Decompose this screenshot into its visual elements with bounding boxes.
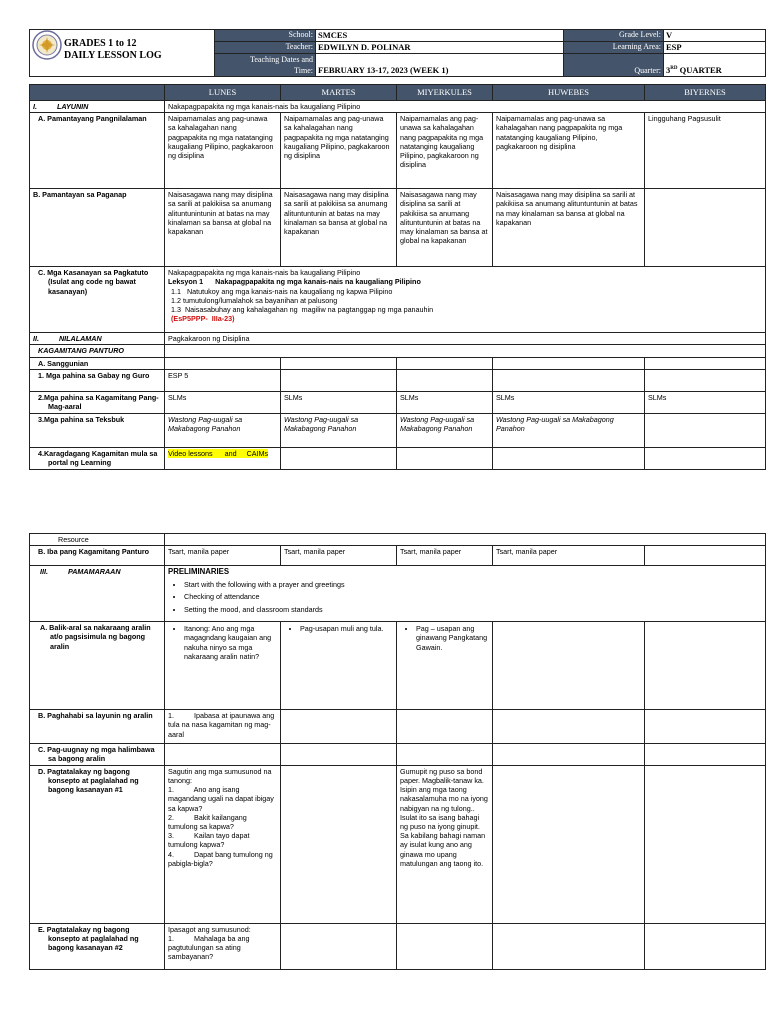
nilalaman-label: II. NILALAMAN (30, 333, 165, 345)
lesson-table-2 (29, 533, 766, 970)
pag-uugnay-label: C. Pag-uugnay ng mga halimbawa sa bagong aralin (30, 744, 165, 765)
kasanayan-line-4: 1.2 tumutulong/lumalahok sa bayanihan at palusong (171, 295, 338, 305)
balik-aral-row (30, 622, 766, 710)
kasanayan-line-3: 1.1 Natutukoy ang mga kanais-nais na kaugaliang ng kapwa Pilipino (171, 286, 393, 296)
paganap-martes: Naisasagawa nang may disiplina sa sarili at pakikiisa sa anumang alituntuntunin at batas na may kinalaman sa bansa at global na kapakanan (281, 189, 397, 267)
pagtatalakay-2-intro: Ipasagot ang sumusunod: (168, 924, 251, 934)
pagtatalakay-2-label: E. Pagtatalakay ng bagong konsepto at paglalahad ng bagong kasanayan #2 (30, 923, 165, 969)
day-lunes: LUNES (165, 85, 281, 101)
pangmag-aaral-huwebes: SLMs (493, 391, 645, 413)
kasanayan-line-2: Leksyon 1 Nakapagpapakita ng mga kanais-nais na kaugaliang Pilipino (168, 277, 421, 287)
pangnilalaman-row (30, 113, 766, 189)
quarter-number: 3 (666, 64, 671, 75)
pagtatalakay-2-q1: 1. Mahalaga ba ang pagtutulungan sa ating sambayanan? (168, 933, 252, 962)
pagtatalakay-1-intro: Sagutin ang mga sumusunod na tanong: (168, 766, 272, 785)
sanggunian-row (30, 357, 766, 369)
pagtatalakay-1-q2: 2. Bakit kailangang tumulong sa kapwa? (168, 812, 249, 831)
sanggunian-label: A. Sanggunian (30, 357, 165, 369)
preliminaries-title: PRELIMINARIES (168, 567, 230, 577)
balik-aral-lunes (165, 622, 281, 710)
balik-aral-miyerkules (397, 622, 493, 710)
kasanayan-line-5: 1.3 Naisasabuhay ang kahalagahan ng magiliw na pagtanggap ng mga panauhin (171, 304, 434, 314)
area-label: Learning Area: (564, 41, 664, 53)
balik-aral-lunes-item: • Itanong: Ano ang mga magagndang kaugaian ang nakuha ninyo sa mga nakaraang aralin natin? (184, 624, 277, 661)
teksbuk-miyerkules: Wastong Pag-uugali sa Makabagong Panahon (397, 413, 493, 447)
quarter-label-text: Quarter: (634, 65, 661, 75)
karagdagang-highlight: Video lessons and CAIMs (168, 448, 269, 458)
kasanayan-label: C. Mga Kasanayan sa Pagkatuto (Isulat ang code ng bawat kasanayan) (30, 267, 165, 333)
balik-aral-martes-item: • Pag-usapan muli ang tula. (300, 624, 393, 633)
layunin-label: I. LAYUNIN (30, 100, 165, 112)
quarter-sup: RD (670, 66, 678, 72)
teksbuk-martes: Wastong Pag-uugali sa Makabagong Panahon (281, 413, 397, 447)
pamamaraan-label: III. PAMAMARAAN (30, 566, 165, 622)
paganap-miyerkules: Naisasagawa nang may disiplina sa sarili at pakikiisa sa anumang alituntuntunin at batas na may kinalaman sa bansa at global na kapakanan (397, 189, 493, 267)
pagtatalakay-1-q4: 4. Dapat bang tumulong ng pabigla-bigla? (168, 849, 275, 868)
pangnilalaman-lunes: Naipamamalas ang pag-unawa sa kahalagahan nang pagpapakita ng mga natatanging kaugaliang Pilipino, pagkakaroon ng disiplina (165, 113, 281, 189)
balik-aral-miyerkules-item: • Pag – usapan ang ginawang Pangkatang Gawain. (416, 624, 489, 652)
pangmag-aaral-martes: SLMs (281, 391, 397, 413)
teksbuk-lunes: Wastong Pag-uugali sa Makabagong Panahon (165, 413, 281, 447)
dates-label-2: Time: (294, 65, 313, 75)
iba-kagamitan-row (30, 546, 766, 566)
title-line-2: DAILY LESSON LOG (64, 50, 162, 61)
dates-label (215, 53, 316, 76)
dates-label-1: Teaching Dates and (250, 54, 313, 64)
day-biyernes: BIYERNES (645, 85, 766, 101)
quarter-suffix: QUARTER (677, 64, 722, 75)
grade-value: V (664, 30, 766, 42)
gabay-guro-label: 1. Mga pahina sa Gabay ng Guro (30, 369, 165, 391)
preliminaries-item: • Start with the following with a prayer and greetings (184, 580, 762, 589)
layunin-row (30, 100, 766, 112)
karagdagang-lunes (165, 447, 281, 469)
grade-label: Grade Level: (564, 30, 664, 42)
pangmag-aaral-biyernes: SLMs (645, 391, 766, 413)
kasanayan-content (165, 267, 766, 333)
paghahabi-lunes: 1. Ipabasa at ipaunawa ang tula na nasa kagamitan ng mag- aaral (165, 710, 281, 744)
header-table (29, 29, 766, 77)
balik-aral-martes (281, 622, 397, 710)
pangnilalaman-martes: Naipamamalas ang pag-unawa sa kahalagahan nang pagpapakita ng mga natatanging kaugaliang Pilipino, pagkakaroon ng disiplina (281, 113, 397, 189)
nilalaman-row (30, 333, 766, 345)
teksbuk-huwebes: Wastong Pag-uugali sa Makabagong Panahon (493, 413, 645, 447)
quarter-label (564, 53, 664, 76)
preliminaries-list (168, 580, 762, 614)
area-value: ESP (664, 41, 766, 53)
preliminaries-item: • Setting the mood, and classroom standards (184, 605, 762, 614)
layunin-text: Nakapagpapakita ng mga kanais-nais ba kaugaliang Pilipino (165, 100, 766, 112)
pagtatalakay-2-row (30, 923, 766, 969)
iba-kagamitan-label: B. Iba pang Kagamitang Panturo (30, 546, 165, 566)
kasanayan-line-1: Nakapagpapakita ng mga kanais-nais ba kaugaliang Pilipino (168, 268, 361, 278)
lesson-table-1 (29, 84, 766, 470)
teacher-value: EDWILYN D. POLINAR (316, 41, 564, 53)
pagtatalakay-1-q3: 3. Kailan tayo dapat tumulong kapwa? (168, 831, 252, 850)
teksbuk-row (30, 413, 766, 447)
preliminaries-item: • Checking of attendance (184, 592, 762, 601)
pangnilalaman-miyerkules: Naipamamalas ang pag-unawa sa kahalagahan nang pagpapakita ng mga natatanging kaugaliang Pilipino, pagkakaroon ng disiplina (397, 113, 493, 189)
paghahabi-label: B. Paghahabi sa layunin ng aralin (30, 710, 165, 744)
pangmag-aaral-miyerkules: SLMs (397, 391, 493, 413)
pagtatalakay-1-lunes (165, 765, 281, 923)
paganap-row (30, 189, 766, 267)
day-martes: MARTES (281, 85, 397, 101)
pamamaraan-row (30, 566, 766, 622)
day-huwebes: HUWEBES (493, 85, 645, 101)
dates-value (316, 53, 564, 76)
pagtatalakay-1-q1: 1. Ano ang isang magandang ugali na dapat ibigay sa kapwa? (168, 785, 276, 813)
quarter-value (664, 53, 766, 76)
dates-text: FEBRUARY 13-17, 2023 (WEEK 1) (318, 64, 449, 75)
kagamitan-row (30, 345, 766, 357)
iba-kagamitan-huwebes: Tsart, manila paper (493, 546, 645, 566)
kasanayan-code: (EsP5PPP- IIIa-23) (171, 314, 235, 324)
pangmag-aaral-lunes: SLMs (165, 391, 281, 413)
paganap-huwebes: Naisasagawa nang may disiplina sa sarili at pakikiisa sa anumang alituntuntunin at batas na may kinalaman sa bansa at global na kapakanan (493, 189, 645, 267)
pagtatalakay-1-miyerkules: Gumupit ng puso sa bond paper. Magbalik-tanaw ka. Isipin ang mga taong nakasalamuha mo na iyong nabigyan na ng tulong.. Isulat ito sa isang bahagi ng puso na iyong ginupit. Sa kabilang bahagi naman ay isulat kung ano ang ginawa mo upang matulungan ang taong ito. (397, 765, 493, 923)
paganap-label: B. Pamantayan sa Paganap (30, 189, 165, 267)
kagamitan-label: KAGAMITANG PANTURO (30, 345, 165, 357)
pangnilalaman-huwebes: Naipamamalas ang pag-unawa sa kahalagahan nang pagpapakita ng mga natatanging kaugaliang Pilipino, pagkakaroon ng disiplina (493, 113, 645, 189)
pagtatalakay-1-row (30, 765, 766, 923)
nilalaman-text: Pagkakaroon ng Disiplina (165, 333, 766, 345)
balik-aral-label: A. Balik-aral sa nakaraang aralin at/o pagsisimula ng bagong aralin (30, 622, 165, 710)
pag-uugnay-row (30, 744, 766, 765)
pangnilalaman-label: A. Pamantayang Pangnilalaman (30, 113, 165, 189)
iba-kagamitan-martes: Tsart, manila paper (281, 546, 397, 566)
gabay-guro-lunes: ESP 5 (165, 369, 281, 391)
school-label: School: (215, 30, 316, 42)
karagdagang-row (30, 447, 766, 469)
gabay-guro-row (30, 369, 766, 391)
pangnilalaman-biyernes: Lingguhang Pagsusulit (645, 113, 766, 189)
title-line-1: GRADES 1 to 12 (64, 38, 137, 49)
day-miyerkules: MIYERKULES (397, 85, 493, 101)
pagtatalakay-1-label: D. Pagtatalakay ng bagong konsepto at paglalahad ng bagong kasanayan #1 (30, 765, 165, 923)
pangmag-aaral-row (30, 391, 766, 413)
iba-kagamitan-lunes: Tsart, manila paper (165, 546, 281, 566)
iba-kagamitan-miyerkules: Tsart, manila paper (397, 546, 493, 566)
day-header-row (30, 85, 766, 101)
resource-label: Resource (30, 534, 165, 546)
school-value: SMCES (316, 30, 564, 42)
teksbuk-label: 3.Mga pahina sa Teksbuk (30, 413, 165, 447)
preliminaries-cell (165, 566, 766, 622)
resource-row (30, 534, 766, 546)
paghahabi-row (30, 710, 766, 744)
pangmag-aaral-label: 2.Mga pahina sa Kagamitang Pang-Mag-aaral (30, 391, 165, 413)
pagtatalakay-2-lunes (165, 923, 281, 969)
paganap-lunes: Naisasagawa nang may disiplina sa sarili at pakikiisa sa anumang alituntunintunin at batas na may kinalaman sa bansa at global na kapakanan (165, 189, 281, 267)
karagdagang-label: 4.Karagdagang Kagamitan mula sa portal ng Learning (30, 447, 165, 469)
kasanayan-row (30, 267, 766, 333)
teacher-label: Teacher: (215, 41, 316, 53)
